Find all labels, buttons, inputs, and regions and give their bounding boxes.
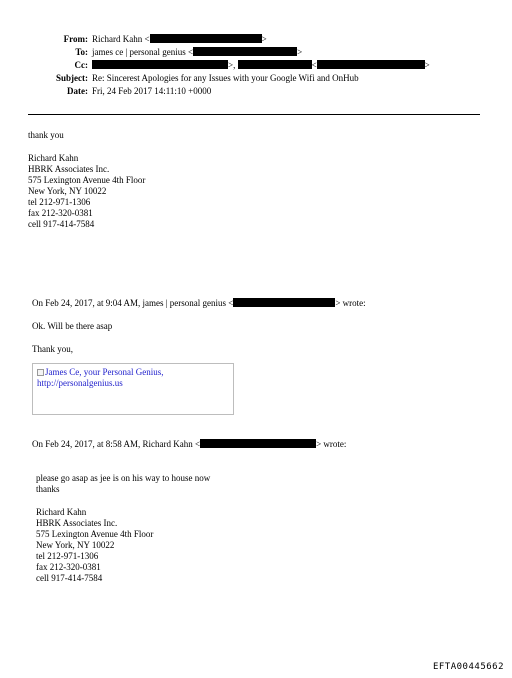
thanks-text: Thank you,: [32, 344, 73, 354]
signature-line: 575 Lexington Avenue 4th Floor: [28, 175, 146, 185]
redaction-bar: [150, 34, 262, 43]
from-name: Richard Kahn <: [92, 34, 150, 44]
redaction-bar: [238, 60, 312, 69]
signature-line: HBRK Associates Inc.: [28, 164, 110, 174]
website-link[interactable]: http://personalgenius.us: [37, 378, 123, 388]
signature-block: [28, 153, 145, 230]
signature-line: New York, NY 10022: [28, 186, 107, 196]
signature-line: fax 212-320-0381: [28, 208, 93, 218]
signature-line: cell 917-414-7584: [28, 219, 95, 229]
redaction-bar: [92, 60, 228, 69]
redaction-bar: [233, 298, 335, 307]
signature-line: cell 917-414-7584: [36, 573, 103, 583]
broken-image-icon: [37, 369, 44, 376]
signature-line: tel 212-971-1306: [36, 551, 99, 561]
message-line: please go asap as jee is on his way to house now: [36, 473, 211, 483]
signature-line: New York, NY 10022: [36, 540, 115, 550]
subject-value: Re: Sincerest Apologies for any Issues with your Google Wifi and OnHub: [92, 73, 359, 83]
reply-text: Ok. Will be there asap: [32, 321, 113, 331]
signature-block: [36, 507, 153, 584]
document-id: EFTA00445662: [432, 662, 504, 672]
quote-header: On Feb 24, 2017, at 9:04 AM, james | personal genius < > wrote:: [32, 298, 366, 308]
redaction-bar: [193, 47, 297, 56]
subject-label: Subject:: [56, 73, 88, 83]
quote-header: On Feb 24, 2017, at 8:58 AM, Richard Kahn < > wrote:: [32, 439, 347, 449]
image-alt-text: James Ce, your Personal Genius,: [45, 367, 164, 377]
to-name: james ce | personal genius <: [92, 47, 194, 57]
signature-line: tel 212-971-1306: [28, 197, 91, 207]
quoted-message: [36, 473, 210, 495]
redaction-bar: [317, 60, 425, 69]
date-value: Fri, 24 Feb 2017 14:11:10 +0000: [92, 86, 212, 96]
signature-line: Richard Kahn: [28, 153, 79, 163]
greeting-text: thank you: [28, 130, 64, 140]
cc-label: Cc:: [74, 60, 88, 70]
to-label: To:: [75, 47, 88, 57]
redaction-bar: [200, 439, 316, 448]
from-value: Richard Kahn < >: [92, 34, 267, 44]
signature-image-placeholder[interactable]: [32, 363, 234, 415]
to-value: james ce | personal genius < >: [92, 47, 303, 57]
cc-value: >, < >: [92, 60, 430, 71]
from-label: From:: [63, 34, 88, 44]
signature-line: fax 212-320-0381: [36, 562, 101, 572]
signature-line: 575 Lexington Avenue 4th Floor: [36, 529, 154, 539]
date-label: Date:: [67, 86, 88, 96]
signature-line: HBRK Associates Inc.: [36, 518, 118, 528]
message-line: thanks: [36, 484, 60, 494]
header-divider: [28, 114, 480, 115]
signature-line: Richard Kahn: [36, 507, 87, 517]
